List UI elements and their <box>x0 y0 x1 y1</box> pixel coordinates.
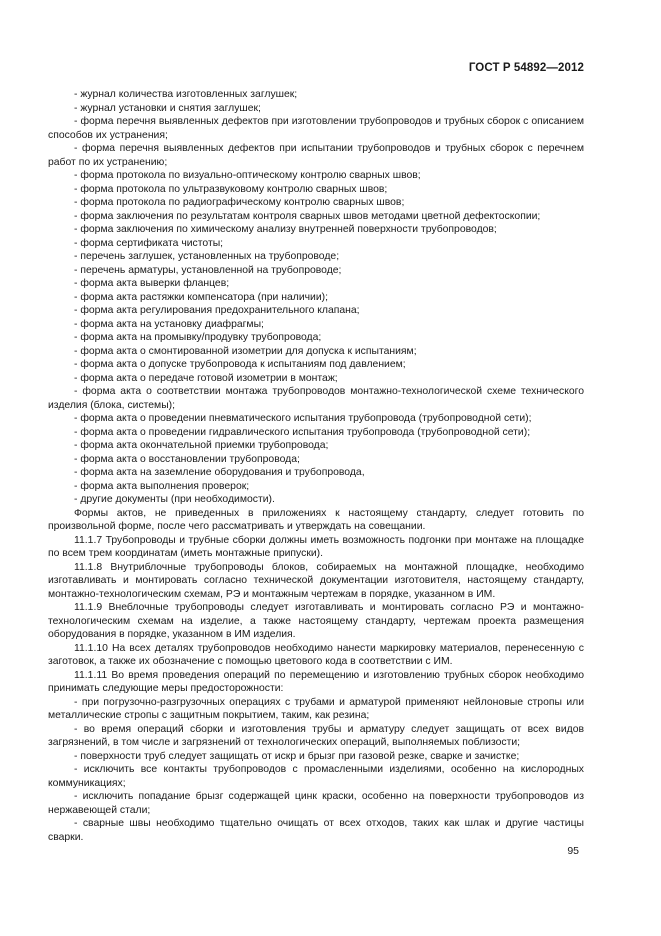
paragraph: - другие документы (при необходимости). <box>74 494 275 505</box>
paragraph: - форма протокола по визуально-оптическому контролю сварных швов; <box>74 170 421 181</box>
body-text <box>48 88 584 844</box>
page-number: 95 <box>567 845 579 857</box>
paragraph: - журнал установки и снятия заглушек; <box>74 102 261 114</box>
paragraph: - форма акта на установку диафрагмы; <box>74 318 264 330</box>
paragraph: 11.1.7 Трубопроводы и трубные сборки должны иметь возможность подгонки при монтаже на площадке по всем трем координатам (иметь монтажные припуски). <box>48 534 584 559</box>
paragraph: - поверхности труб следует защищать от искр и брызг при газовой резке, сварке и зачистке; <box>74 750 520 762</box>
paragraph: - форма перечня выявленных дефектов при испытании трубопроводов и трубных сборок с перечнем работ по их устранению; <box>48 143 584 168</box>
paragraph: - форма акта окончательной приемки трубопровода; <box>74 440 329 451</box>
paragraph: - во время операций сборки и изготовления трубы и арматуру следует защищать от всех видов загрязнений, в том числе и загрязнений от технологических операций, выполняемых поблизости; <box>48 723 584 748</box>
paragraph: - форма акта на заземление оборудования и трубопровода, <box>74 467 365 478</box>
paragraph: - форма заключения по результатам контроля сварных швов методами цветной дефектоскопии; <box>74 210 541 222</box>
paragraph: - сварные швы необходимо тщательно очищать от всех отходов, таких как шлак и другие частицы сварки. <box>48 818 584 843</box>
paragraph: - при погрузочно-разгрузочных операциях с трубами и арматурой применяют нейлоновые стропы или металлические стропы с защитным покрытием, таким, как резина; <box>48 696 584 721</box>
paragraph: - форма акта о передаче готовой изометрии в монтаж; <box>74 372 338 384</box>
paragraph: - журнал количества изготовленных заглушек; <box>74 89 298 100</box>
paragraph: - форма акта выверки фланцев; <box>74 278 230 289</box>
paragraph: - перечень заглушек, установленных на трубопроводе; <box>74 251 340 262</box>
paragraph: - форма заключения по химическому анализу внутренней поверхности трубопроводов; <box>74 224 497 235</box>
paragraph: - форма акта о проведении гидравлического испытания трубопровода (трубопроводной сети); <box>74 426 531 438</box>
paragraph: 11.1.11 Во время проведения операций по перемещению и изготовлению трубных сборок необходимо принимать следующие меры предосторожности: <box>48 669 584 694</box>
paragraph: - форма акта о восстановлении трубопровода; <box>74 453 300 465</box>
paragraph: - форма акта на промывку/продувку трубопровода; <box>74 332 322 343</box>
paragraph: - форма акта регулирования предохранительного клапана; <box>74 305 360 316</box>
standard-designation: ГОСТ Р 54892—2012 <box>468 62 584 74</box>
paragraph: 11.1.8 Внутриблочные трубопроводы блоков, собираемых на монтажной площадке, необходимо изготавливать и монтировать согласно технической документации изготовителя, настоящему стандарту, монтажно-технологическим схемам, РЭ и монтажным чертежам в порядке, указанном в ИМ. <box>48 561 584 600</box>
paragraph: - форма перечня выявленных дефектов при изготовлении трубопроводов и трубных сборок с описанием способов их устранения; <box>48 116 584 141</box>
paragraph: - форма сертификата чистоты; <box>74 237 224 249</box>
paragraph: - форма акта о проведении пневматического испытания трубопровода (трубопроводной сети); <box>74 413 532 424</box>
paragraph: - форма акта выполнения проверок; <box>74 480 250 492</box>
paragraph: - форма акта растяжки компенсатора (при наличии); <box>74 291 328 303</box>
paragraph: - перечень арматуры, установленной на трубопроводе; <box>74 264 342 276</box>
paragraph: - форма акта о соответствии монтажа трубопроводов монтажно-технологической схеме технического изделия (блока, системы); <box>48 386 584 411</box>
paragraph: - исключить попадание брызг содержащей цинк краски, особенно на поверхности трубопроводов из нержавеющей стали; <box>48 791 584 816</box>
paragraph: - форма акта о допуске трубопровода к испытаниям под давлением; <box>74 359 406 370</box>
paragraph: - форма протокола по радиографическому контролю сварных швов; <box>74 197 405 208</box>
paragraph: - исключить все контакты трубопроводов с промасленными изделиями, особенно на кислородных коммуникациях; <box>48 764 584 789</box>
paragraph: 11.1.9 Внеблочные трубопроводы следует изготавливать и монтировать согласно РЭ и монтажно-технологическим схемам на изделие, а также настоящему стандарту, чертежам проекта размещения оборудования в порядке, указанном в ИМ изделия. <box>48 602 584 640</box>
paragraph: 11.1.10 На всех деталях трубопроводов необходимо нанести маркировку материалов, перенесенную с заготовок, а также их обозначение с помощью цветового кода в соответствии с ИМ. <box>48 642 584 667</box>
paragraph: - форма протокола по ультразвуковому контролю сварных швов; <box>74 183 388 195</box>
paragraph: - форма акта о смонтированной изометрии для допуска к испытаниям; <box>74 345 417 357</box>
paragraph: Формы актов, не приведенных в приложениях к настоящему стандарту, следует готовить по произвольной форме, после чего рассматривать и утверждать на совещании. <box>48 507 584 532</box>
